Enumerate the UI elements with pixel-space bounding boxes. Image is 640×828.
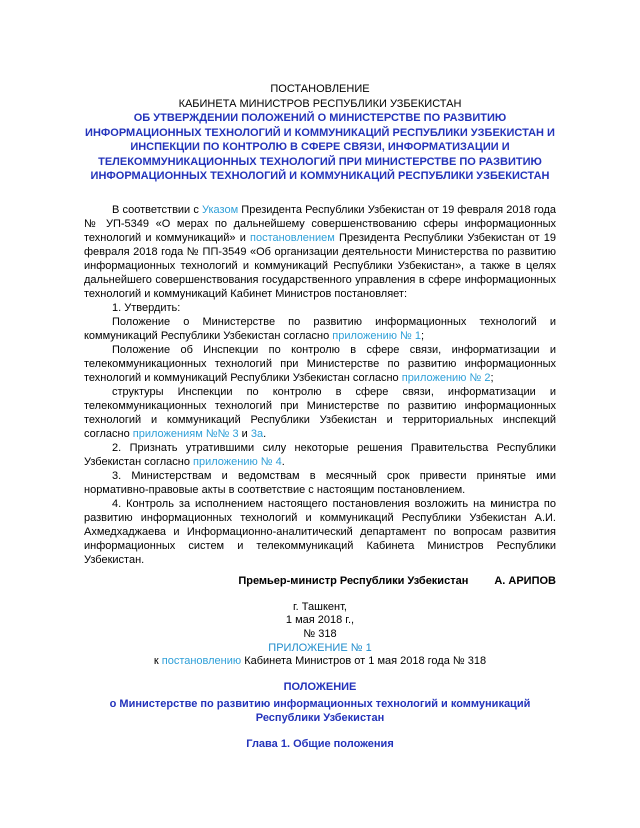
text-run: . (263, 427, 267, 440)
link-ukaz-presidenta[interactable]: Указом (202, 203, 239, 216)
text-run: В соответствии с (112, 203, 202, 216)
link-annex-3[interactable]: приложениям №№ 3 (132, 427, 239, 440)
text-run: Положение об Инспекции по контролю в сфере связи, информатизации и телекоммуникационных технологий при Министерстве по развитию информационных технологий и коммуникаций Республики Узбекистан согласно (84, 343, 556, 384)
position-title: ПОЛОЖЕНИЕ (283, 681, 357, 694)
link-annex-4[interactable]: приложению № 4 (193, 455, 282, 468)
signature-role: Премьер-министр Республики Узбекистан (238, 574, 469, 587)
link-postanovlenie-presidenta[interactable]: постановлением (250, 231, 335, 244)
text-run: ; (421, 329, 425, 342)
position-heading (84, 680, 556, 751)
doc-type-line: ПОСТАНОВЛЕНИЕ (270, 83, 370, 95)
meta-number: № 318 (303, 627, 337, 640)
paragraph-regulation-inspection (84, 343, 556, 385)
meta-date: 1 мая 2018 г., (285, 614, 355, 627)
text-run: . (281, 455, 285, 468)
text-run: Президента Республики Узбекистан от 19 февраля 2018 года № ПП-3549 «Об организации деятельности Министерства по развитию информационных технологий и коммуникаций Республики Узбекистан», а также в целях дальнейшего совершенствования государственного управления в сфере информационных технологий и коммуникаций Кабинет Министров постановляет: (84, 231, 556, 300)
paragraph-preamble (84, 203, 556, 301)
paragraph-regulation-ministry (84, 315, 556, 343)
doc-meta (84, 601, 556, 670)
doc-body (84, 203, 556, 567)
appendix-title: ПРИЛОЖЕНИЕ № 1 (268, 641, 372, 654)
paragraph-item-invalidate (84, 441, 556, 469)
text-run: ; (490, 371, 494, 384)
text-run: Кабинета Министров от 1 мая 2018 года № 318 (241, 655, 487, 668)
paragraph-item-ministries: 3. Министерствам и ведомствам в месячный срок привести принятые ими нормативно-правовые акты в соответствие с настоящим постановлением. (84, 469, 556, 496)
meta-city: г. Ташкент, (293, 600, 347, 613)
text-run: структуры Инспекции по контролю в сфере связи, информатизации и телекоммуникационных технологий при Министерстве по развитию информационных технологий и коммуникаций Республики Узбекистан и территориальных инспекций согласно (84, 385, 556, 440)
signature-name: А. АРИПОВ (494, 574, 556, 587)
position-subtitle: о Министерстве по развитию информационных технологий и коммуникаций Республики Узбекистан (109, 698, 531, 725)
doc-authority-line: КАБИНЕТА МИНИСТРОВ РЕСПУБЛИКИ УЗБЕКИСТАН (178, 97, 462, 110)
paragraph-structures (84, 385, 556, 441)
chapter-heading: Глава 1. Общие положения (246, 738, 394, 751)
text-run: к (153, 655, 162, 668)
link-postanovlenie-kabineta[interactable]: постановлению (161, 655, 242, 668)
appendix-reference (84, 655, 556, 669)
signature-line (84, 574, 556, 588)
text-run: Положение о Министерстве по развитию информационных технологий и коммуникаций Республики Узбекистан согласно (84, 315, 556, 342)
link-annex-1[interactable]: приложению № 1 (332, 329, 422, 342)
paragraph-item-control: 4. Контроль за исполнением настоящего постановления возложить на министра по развитию информационных технологий и коммуникаций Республики Узбекистан А.И. Ахмедхаджаева и Информационно-аналитический департамент по вопросам развития информационных систем и телекоммуникаций Кабинета Министров Республики Узбекистан. (84, 497, 556, 566)
text-run: и (238, 427, 251, 440)
doc-title: ОБ УТВЕРЖДЕНИИ ПОЛОЖЕНИЙ О МИНИСТЕРСТВЕ ПО РАЗВИТИЮ ИНФОРМАЦИОННЫХ ТЕХНОЛОГИЙ И КОММУНИКАЦИЙ РЕСПУБЛИКИ УЗБЕКИСТАН И ИНСПЕКЦИИ ПО КОНТРОЛЮ В СФЕРЕ СВЯЗИ, ИНФОРМАТИЗАЦИИ И ТЕЛЕКОММУНИКАЦИОННЫХ ТЕХНОЛОГИЙ ПРИ МИНИСТЕРСТВЕ ПО РАЗВИТИЮ ИНФОРМАЦИОННЫХ ТЕХНОЛОГИЙ И КОММУНИКАЦИЙ РЕСПУБЛИКИ УЗБЕКИСТАН (85, 112, 555, 182)
link-annex-2[interactable]: приложению № 2 (401, 371, 491, 384)
link-annex-3a[interactable]: 3а (250, 427, 264, 440)
text-run: Президента Республики Узбекистан от 19 февраля 2018 года № УП-5349 «О мерах по дальнейшему совершенствованию сферы информационных технологий и коммуникаций» и (84, 203, 557, 244)
paragraph-item-approve: 1. Утвердить: (112, 301, 181, 314)
doc-header (84, 82, 556, 184)
text-run: 2. Признать утратившими силу некоторые решения Правительства Республики Узбекистан согласно (84, 441, 556, 468)
